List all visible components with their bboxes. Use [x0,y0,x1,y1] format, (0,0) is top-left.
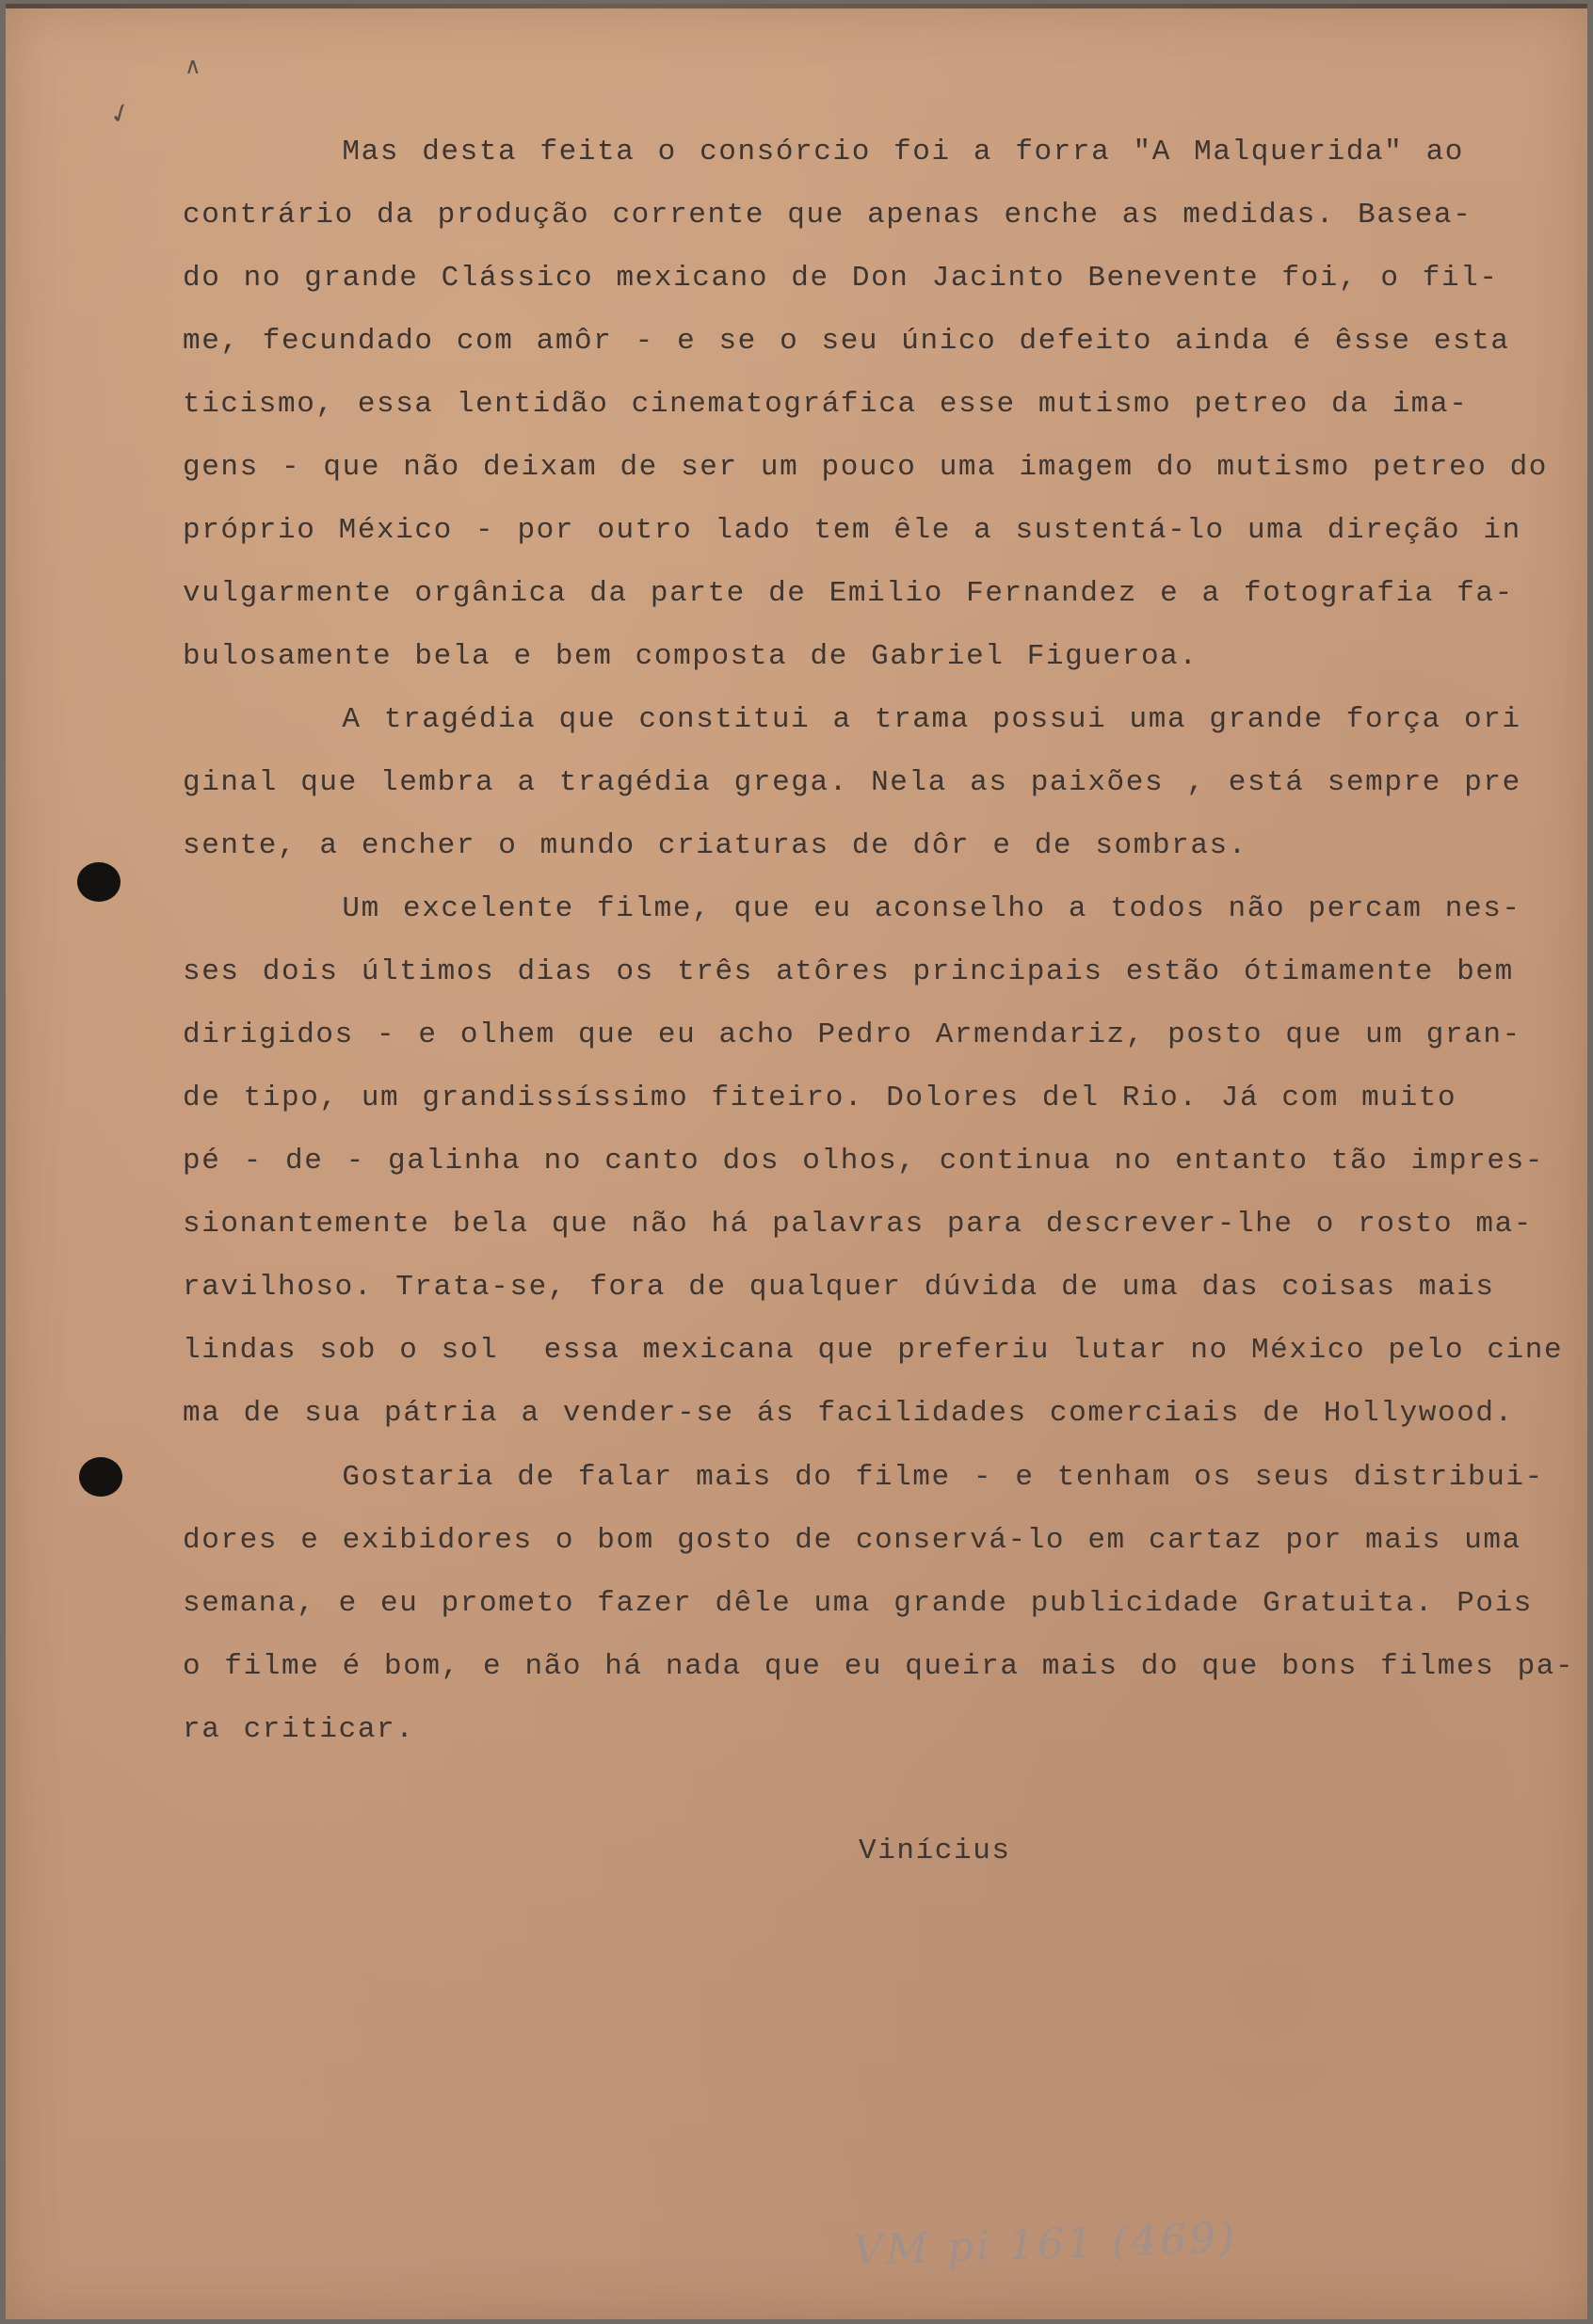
text-line: próprio México - por outro lado tem êle a sustentá-lo uma direção in [183,514,1521,547]
archive-reference: VM pi 161 (469) [852,2213,1239,2276]
text-line: o filme é bom, e não há nada que eu queira mais do que bons filmes pa- [183,1650,1575,1683]
text-line: Um excelente filme, que eu aconselho a todos não percam nes- [183,892,1521,925]
signature: Vinícius [859,1835,1011,1867]
paragraph-3 [183,877,1563,1445]
text-line: bulosamente bela e bem composta de Gabriel Figueroa. [183,640,1199,673]
text-line: semana, e eu prometo fazer dêle uma grande publicidade Gratuita. Pois [183,1587,1534,1620]
text-line: me, fecundado com amôr - e se o seu único defeito ainda é êsse esta [183,325,1510,358]
document-page [6,4,1587,2319]
text-line: sionantemente bela que não há palavras para descrever-lhe o rosto ma- [183,1208,1534,1241]
text-line: ginal que lembra a tragédia grega. Nela as paixões , está sempre pre [183,766,1521,799]
punch-hole-lower [79,1457,122,1497]
paragraph-4 [183,1446,1574,1761]
text-line: sente, a encher o mundo criaturas de dôr e de sombras. [183,829,1247,862]
text-line: ses dois últimos dias os três atôres principais estão ótimamente bem [183,955,1514,988]
page-top-edge [6,4,1587,8]
text-line: dores e exibidores o bom gosto de conservá-lo em cartaz por mais uma [183,1524,1521,1557]
text-line: dirigidos - e olhem que eu acho Pedro Armendariz, posto que um gran- [183,1018,1521,1051]
text-line: contrário da produção corrente que apenas enche as medidas. Basea- [183,199,1472,232]
text-line: ra criticar. [183,1713,415,1746]
text-line: ma de sua pátria a vender-se ás facilidades comerciais de Hollywood. [183,1397,1514,1430]
paragraph-2 [183,688,1521,877]
pencil-tick: ✓ [105,94,137,133]
text-line: gens - que não deixam de ser um pouco uma imagem do mutismo petreo do [183,451,1549,484]
text-line: lindas sob o sol essa mexicana que preferiu lutar no México pelo cine [183,1334,1564,1367]
text-line: vulgarmente orgânica da parte de Emilio Fernandez e a fotografia fa- [183,577,1514,610]
pencil-mark: ∧ [185,53,201,79]
punch-hole-upper [77,862,121,902]
text-line: de tipo, um grandissíssimo fiteiro. Dolores del Rio. Já com muito [183,1082,1457,1114]
text-line: ticismo, essa lentidão cinematográfica esse mutismo petreo da ima- [183,388,1469,421]
text-line: do no grande Clássico mexicano de Don Jacinto Benevente foi, o fil- [183,262,1499,295]
text-line: pé - de - galinha no canto dos olhos, continua no entanto tão impres- [183,1145,1545,1178]
text-line: Gostaria de falar mais do filme - e tenham os seus distribui- [183,1461,1544,1494]
text-line: Mas desta feita o consórcio foi a forra "A Malquerida" ao [183,136,1464,168]
text-line: ravilhoso. Trata-se, fora de qualquer dúvida de uma das coisas mais [183,1271,1495,1304]
paragraph-1 [183,120,1548,688]
text-line: A tragédia que constitui a trama possui uma grande força ori [183,703,1521,736]
